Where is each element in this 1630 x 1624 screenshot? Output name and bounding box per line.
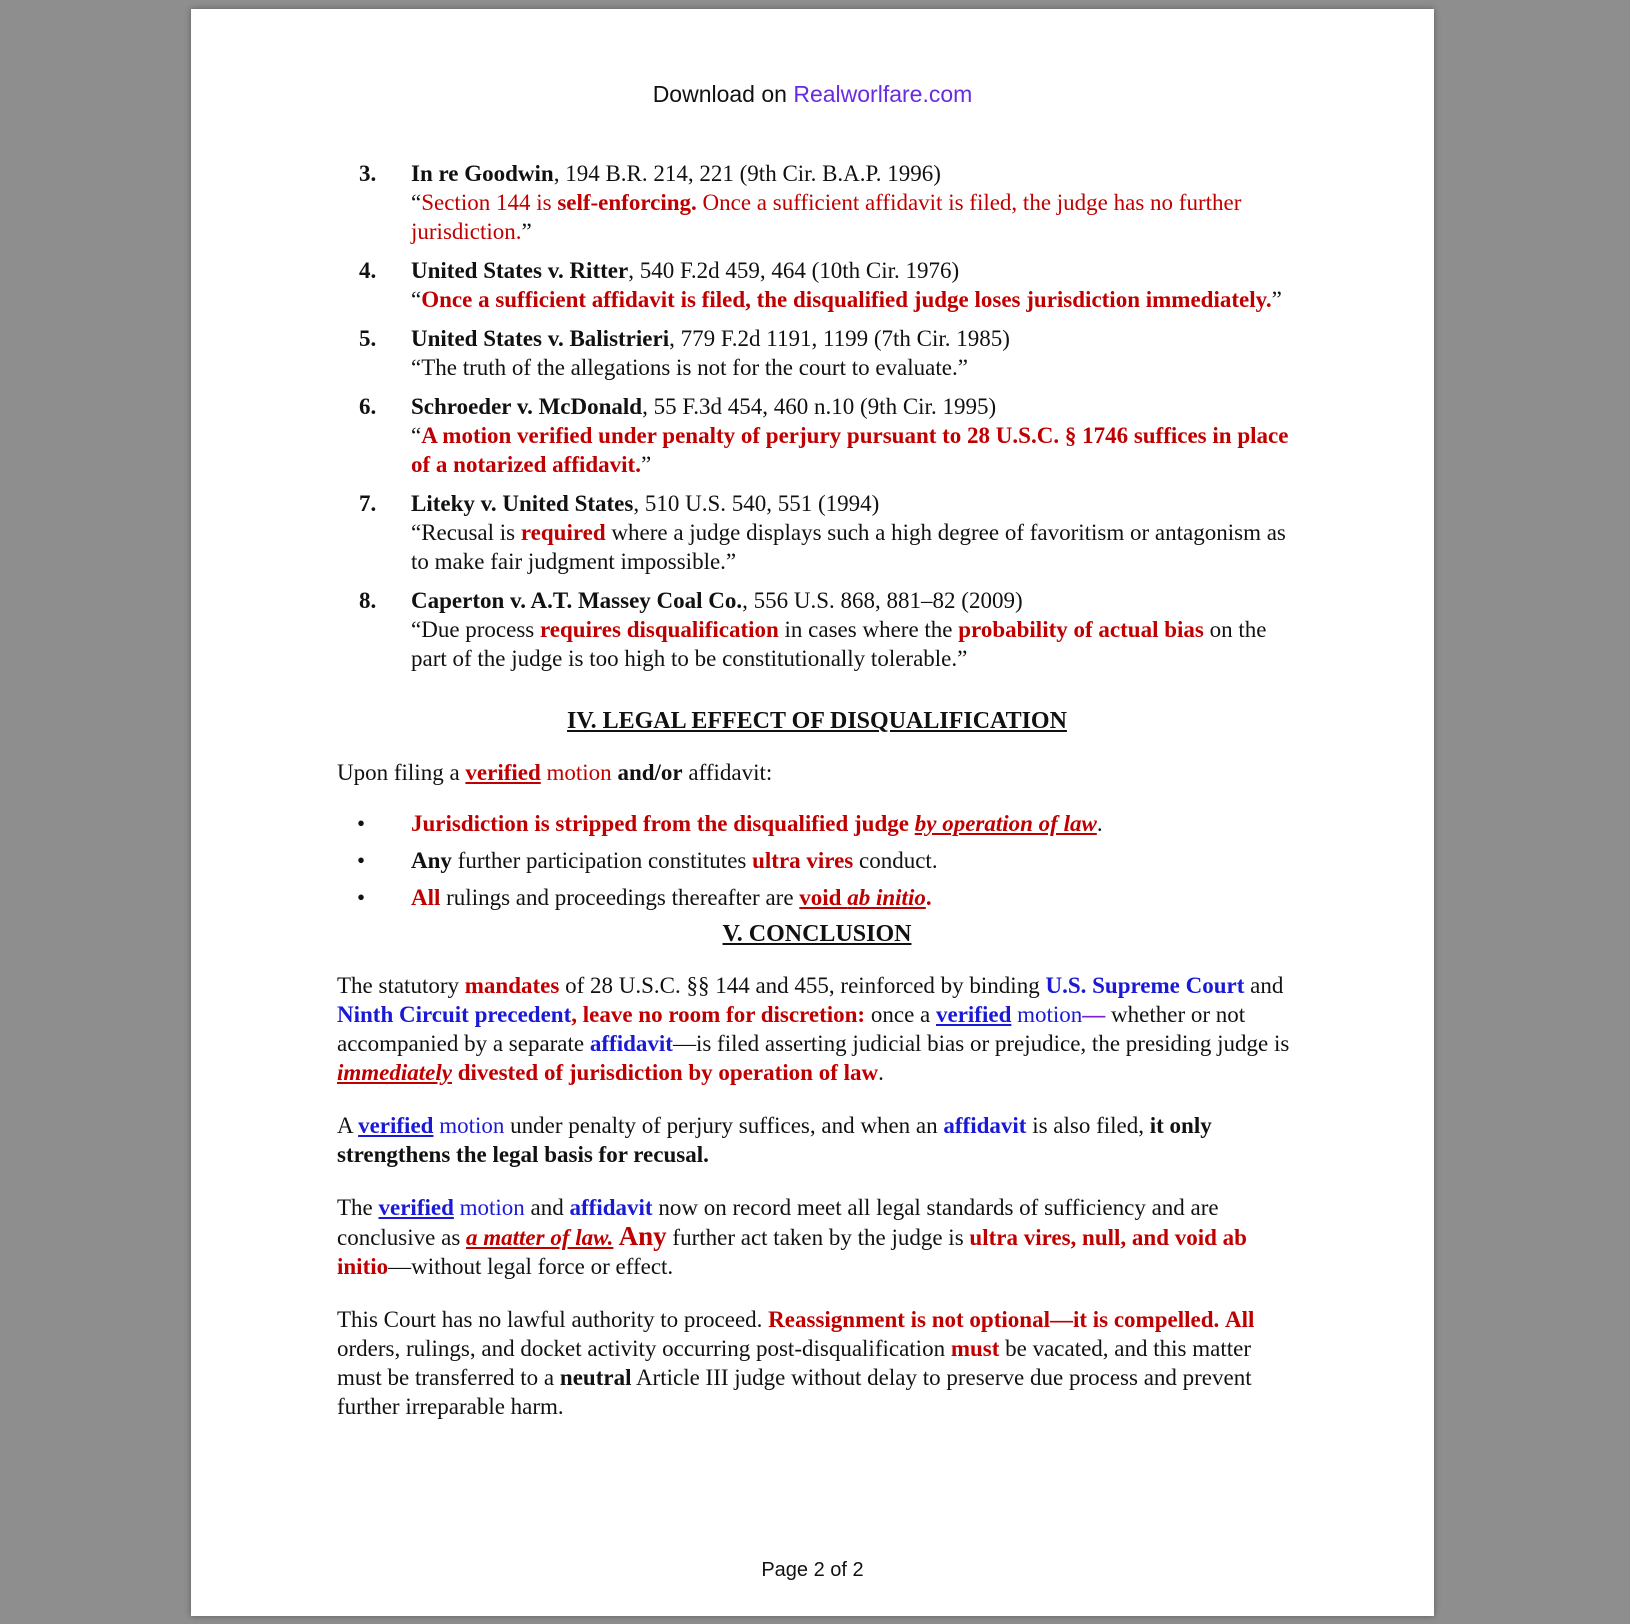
case-quote: “Recusal is required where a judge displays such a high degree of favoritism or antagonism as to make fair judgment impossible.” bbox=[411, 520, 1286, 574]
case-number: 4. bbox=[359, 258, 377, 283]
case-name: Caperton v. A.T. Massey Coal Co. bbox=[411, 588, 743, 613]
case-item bbox=[337, 586, 1297, 673]
list-item: • Jurisdiction is stripped from the disqualified judge by operation of law. bbox=[357, 811, 1103, 836]
case-number: 8. bbox=[359, 588, 377, 613]
case-item bbox=[337, 489, 1297, 576]
site-link[interactable]: Realworlfare.com bbox=[793, 81, 973, 107]
section-heading-iv: IV. LEGAL EFFECT OF DISQUALIFICATION bbox=[567, 708, 1067, 734]
case-quote: “Due process requires disqualification in cases where the probability of actual bias on the part of the judge is too high to be constitutionally tolerable.” bbox=[411, 617, 1267, 671]
section-iv-intro: Upon filing a verified motion and/or affidavit: bbox=[337, 760, 773, 785]
case-item bbox=[337, 159, 1297, 246]
case-quote: “A motion verified under penalty of perjury pursuant to 28 U.S.C. § 1746 suffices in place of a notarized affidavit.” bbox=[411, 423, 1289, 477]
document-body bbox=[337, 159, 1297, 1421]
conclusion-paragraph-3: The verified motion and affidavit now on record meet all legal standards of sufficiency and are conclusive as a matter of law. Any further act taken by the judge is ultra vires, null, and void ab initio—without legal force or effect. bbox=[337, 1195, 1247, 1279]
case-number: 5. bbox=[359, 326, 377, 351]
document-page bbox=[191, 9, 1434, 1616]
case-item bbox=[337, 324, 1297, 382]
case-name: In re Goodwin bbox=[411, 161, 554, 186]
page-number: Page 2 of 2 bbox=[761, 1559, 864, 1581]
case-quote: “Once a sufficient affidavit is filed, the disqualified judge loses jurisdiction immediately.” bbox=[411, 287, 1282, 312]
case-citation: , 55 F.3d 454, 460 n.10 (9th Cir. 1995) bbox=[642, 394, 997, 419]
section-heading-v: V. CONCLUSION bbox=[722, 921, 912, 947]
case-number: 3. bbox=[359, 161, 377, 186]
list-item: • Any further participation constitutes ultra vires conduct. bbox=[357, 848, 938, 873]
page-header bbox=[191, 81, 1434, 108]
case-citation: , 510 U.S. 540, 551 (1994) bbox=[633, 491, 880, 516]
case-number: 7. bbox=[359, 491, 377, 516]
effect-list bbox=[337, 809, 1297, 912]
case-citation: , 556 U.S. 868, 881–82 (2009) bbox=[742, 588, 1023, 613]
case-item bbox=[337, 256, 1297, 314]
case-number: 6. bbox=[359, 394, 377, 419]
case-citation: , 540 F.2d 459, 464 (10th Cir. 1976) bbox=[628, 258, 960, 283]
case-name: United States v. Balistrieri bbox=[411, 326, 670, 351]
case-citation: , 194 B.R. 214, 221 (9th Cir. B.A.P. 1996) bbox=[553, 161, 941, 186]
case-quote: “The truth of the allegations is not for the court to evaluate.” bbox=[411, 355, 968, 380]
case-name: Schroeder v. McDonald bbox=[411, 394, 643, 419]
case-name: Liteky v. United States bbox=[411, 491, 634, 516]
list-item: • All rulings and proceedings thereafter are void ab initio. bbox=[357, 885, 932, 910]
case-name: United States v. Ritter bbox=[411, 258, 629, 283]
header-text: Download on bbox=[652, 81, 794, 107]
case-item bbox=[337, 392, 1297, 479]
conclusion-paragraph-2: A verified motion under penalty of perjury suffices, and when an affidavit is also filed, it only strengthens the legal basis for recusal. bbox=[337, 1113, 1212, 1167]
case-quote: “Section 144 is self-enforcing. Once a sufficient affidavit is filed, the judge has no further jurisdiction.” bbox=[411, 190, 1242, 244]
conclusion-paragraph-1: The statutory mandates of 28 U.S.C. §§ 144 and 455, reinforced by binding U.S. Supreme Court and Ninth Circuit precedent, leave no room for discretion: once a verified motion— whether or not accompanied by a separate affidavit—is filed asserting judicial bias or prejudice, the presiding judge is immediately divested of jurisdiction by operation of law. bbox=[337, 973, 1290, 1085]
case-citation: , 779 F.2d 1191, 1199 (7th Cir. 1985) bbox=[669, 326, 1010, 351]
conclusion-paragraph-4: This Court has no lawful authority to proceed. Reassignment is not optional—it is compelled. All orders, rulings, and docket activity occurring post-disqualification must be vacated, and this matter must be transferred to a neutral Article III judge without delay to preserve due process and prevent further irreparable harm. bbox=[337, 1307, 1255, 1419]
